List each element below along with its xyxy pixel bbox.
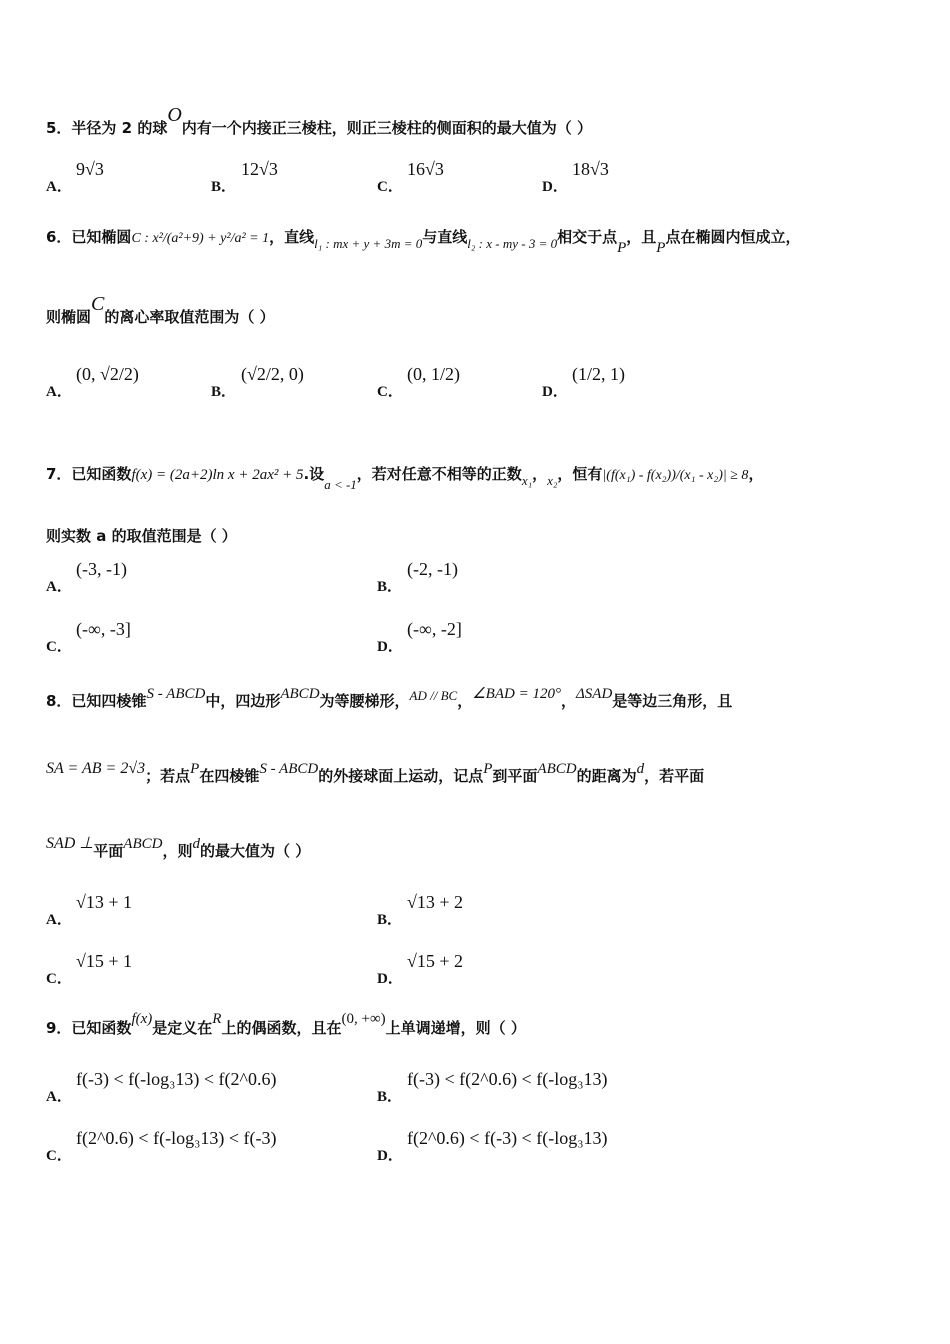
q9-opt-b-value: f(-3) < f(2^0.6) < f(-log₃13) [407, 1069, 608, 1089]
q5-opt-b-label: B． [211, 179, 237, 195]
q8-opt-c-value: √15 + 1 [76, 951, 133, 971]
q8-stem-line1 [46, 686, 733, 711]
q7-comma: ， [532, 465, 548, 483]
q8-equation: SA = AB = 2√3 [46, 760, 146, 777]
q7-opt-d-label: D． [377, 639, 403, 655]
q5-opt-c-value: 16√3 [407, 159, 444, 179]
q8-opt-d-value: √15 + 2 [407, 951, 464, 971]
q8-var-d-2: d [192, 836, 200, 852]
q5-var-o: O [167, 104, 182, 126]
q6-stem-e: ，且 [626, 228, 657, 246]
q8-comma-1: ， [457, 692, 473, 710]
q7-opt-d-value: (-∞, -2] [407, 619, 462, 639]
q6-stem-b: ，直线 [269, 228, 315, 246]
q8-comma-2: ， [560, 692, 576, 710]
q6-stem-c: 与直线 [422, 228, 468, 246]
q8-opt-c-label: C． [46, 971, 72, 987]
q8-angle: ∠BAD = 120° [472, 686, 561, 702]
q9-var-r: R [212, 1011, 222, 1027]
q6-opt-c-label: C． [377, 384, 403, 400]
q5-opt-c-label: C． [377, 179, 403, 195]
q6-stem-f: 点在椭圆内恒成立， [665, 228, 801, 246]
q8-opt-a-label: A． [46, 912, 72, 928]
q8-pyramid: S - ABCD [146, 686, 206, 702]
q7-opt-a-value: (-3, -1) [76, 559, 127, 579]
q6-opt-c-value: (0, 1/2) [407, 364, 460, 384]
q6-stem-line1 [46, 226, 801, 256]
q7-opt-c-label: C． [46, 639, 72, 655]
q6-stem-a: 6．已知椭圆 [46, 228, 132, 246]
q8-stem-a: 8．已知四棱锥 [46, 692, 147, 710]
q8-stem-b: 中，四边形 [205, 692, 281, 710]
q6-opt-a-value: (0, √2/2) [76, 364, 139, 384]
q9-opt-c-value: f(2^0.6) < f(-log₃13) < f(-3) [76, 1128, 277, 1148]
q8-stem-m: 的最大值为（ ） [199, 842, 311, 860]
q8-var-p-2: P [483, 761, 493, 777]
q9-opt-a-label: A． [46, 1089, 72, 1105]
q8-stem-d: 是等边三角形，且 [612, 692, 733, 710]
q9-stem-d: 上单调递增，则（ ） [385, 1019, 526, 1037]
q7-opt-b-label: B． [377, 579, 403, 595]
q7-stem-e: ， [748, 465, 764, 483]
q5-stem-a: 5．半径为 2 的球 [46, 119, 168, 137]
q6-opt-d-label: D． [542, 384, 568, 400]
q8-stem-line3 [46, 835, 311, 861]
q7-condition: a < -1 [324, 477, 357, 492]
q7-opt-a-label: A． [46, 579, 72, 595]
q8-stem-j: ，若平面 [644, 767, 705, 785]
q6-line-l1: l₁ : mx + y + 3m = 0 [314, 236, 423, 251]
q8-opt-b-label: B． [377, 912, 403, 928]
q7-stem-c: ，若对任意不相等的正数 [356, 465, 522, 483]
q8-stem-e: ；若点 [145, 767, 191, 785]
q6-line2-a: 则椭圆 [46, 308, 92, 326]
q5-opt-a-value: 9√3 [76, 159, 104, 179]
q8-stem-i: 的距离为 [576, 767, 637, 785]
q8-stem-f: 在四棱锥 [199, 767, 260, 785]
q9-opt-a-value: f(-3) < f(-log₃13) < f(2^0.6) [76, 1069, 277, 1089]
q9-opt-d-label: D． [377, 1148, 403, 1164]
q6-var-c: C [91, 293, 105, 315]
q8-parallel: AD // BC [409, 688, 458, 703]
q7-stem-line1 [46, 463, 764, 492]
q8-stem-line2 [46, 760, 705, 786]
q9-opt-d-value: f(2^0.6) < f(-3) < f(-log₃13) [407, 1128, 608, 1148]
q8-stem-h: 到平面 [492, 767, 538, 785]
q6-ellipse-equation: C : x²/(a²+9) + y²/a² = 1 [131, 231, 270, 246]
q8-opt-b-value: √13 + 2 [407, 892, 464, 912]
q9-stem-a: 9．已知函数 [46, 1019, 132, 1037]
q7-stem-line2: 则实数 a 的取值范围是（ ） [46, 527, 237, 545]
q5-stem [46, 104, 593, 139]
q6-var-p: P [617, 240, 627, 256]
q8-stem-c: 为等腰梯形， [319, 692, 410, 710]
q8-var-p: P [190, 761, 200, 777]
q9-interval: (0, +∞) [341, 1011, 386, 1027]
q6-opt-b-value: (√2/2, 0) [241, 364, 304, 384]
q6-opt-b-label: B． [211, 384, 237, 400]
q7-inequality: |(f(x₁) - f(x₂))/(x₁ - x₂)| ≥ 8 [602, 468, 749, 483]
q5-stem-b: 内有一个内接正三棱柱，则正三棱柱的侧面积的最大值为（ ） [181, 119, 593, 137]
q7-opt-c-value: (-∞, -3] [76, 619, 131, 639]
q5-opt-b-value: 12√3 [241, 159, 278, 179]
q9-stem-b: 是定义在 [152, 1019, 213, 1037]
q7-opt-b-value: (-2, -1) [407, 559, 458, 579]
q8-pyramid-2: S - ABCD [259, 761, 319, 777]
q6-var-p-2: P [656, 240, 666, 256]
q7-x1: x₁ [521, 473, 533, 488]
q7-stem-d: ，恒有 [557, 465, 603, 483]
q8-stem-l: ，则 [162, 842, 193, 860]
q6-stem-line2 [46, 293, 275, 328]
q8-plane-2: ABCD [123, 836, 163, 852]
q6-opt-d-value: (1/2, 1) [572, 364, 625, 384]
q8-stem-k: 平面 [93, 842, 124, 860]
q9-opt-b-label: B． [377, 1089, 403, 1105]
q9-stem-c: 上的偶函数，且在 [221, 1019, 342, 1037]
q6-line-l2: l₂ : x - my - 3 = 0 [467, 236, 558, 251]
q6-line2-b: 的离心率取值范围为（ ） [104, 308, 275, 326]
q7-stem-b: .设 [303, 465, 325, 483]
q5-opt-d-value: 18√3 [572, 159, 609, 179]
q8-quadrilateral: ABCD [280, 686, 320, 702]
q8-var-d: d [636, 761, 645, 777]
q5-opt-d-label: D． [542, 179, 568, 195]
q9-function: f(x) [131, 1011, 153, 1027]
q8-stem-g: 的外接球面上运动，记点 [318, 767, 484, 785]
q7-x2: x₂ [547, 473, 558, 488]
q8-opt-d-label: D． [377, 971, 403, 987]
q8-triangle: ΔSAD [575, 686, 613, 702]
q5-opt-a-label: A． [46, 179, 72, 195]
q6-opt-a-label: A． [46, 384, 72, 400]
q8-perpendicular: SAD ⊥ [46, 835, 94, 852]
q9-stem [46, 1011, 526, 1038]
q6-stem-d: 相交于点 [557, 228, 618, 246]
q7-function: f(x) = (2a+2)ln x + 2ax² + 5 [131, 467, 304, 483]
q7-stem-a: 7．已知函数 [46, 465, 132, 483]
q8-plane: ABCD [537, 761, 577, 777]
q9-opt-c-label: C． [46, 1148, 72, 1164]
q8-opt-a-value: √13 + 1 [76, 892, 133, 912]
